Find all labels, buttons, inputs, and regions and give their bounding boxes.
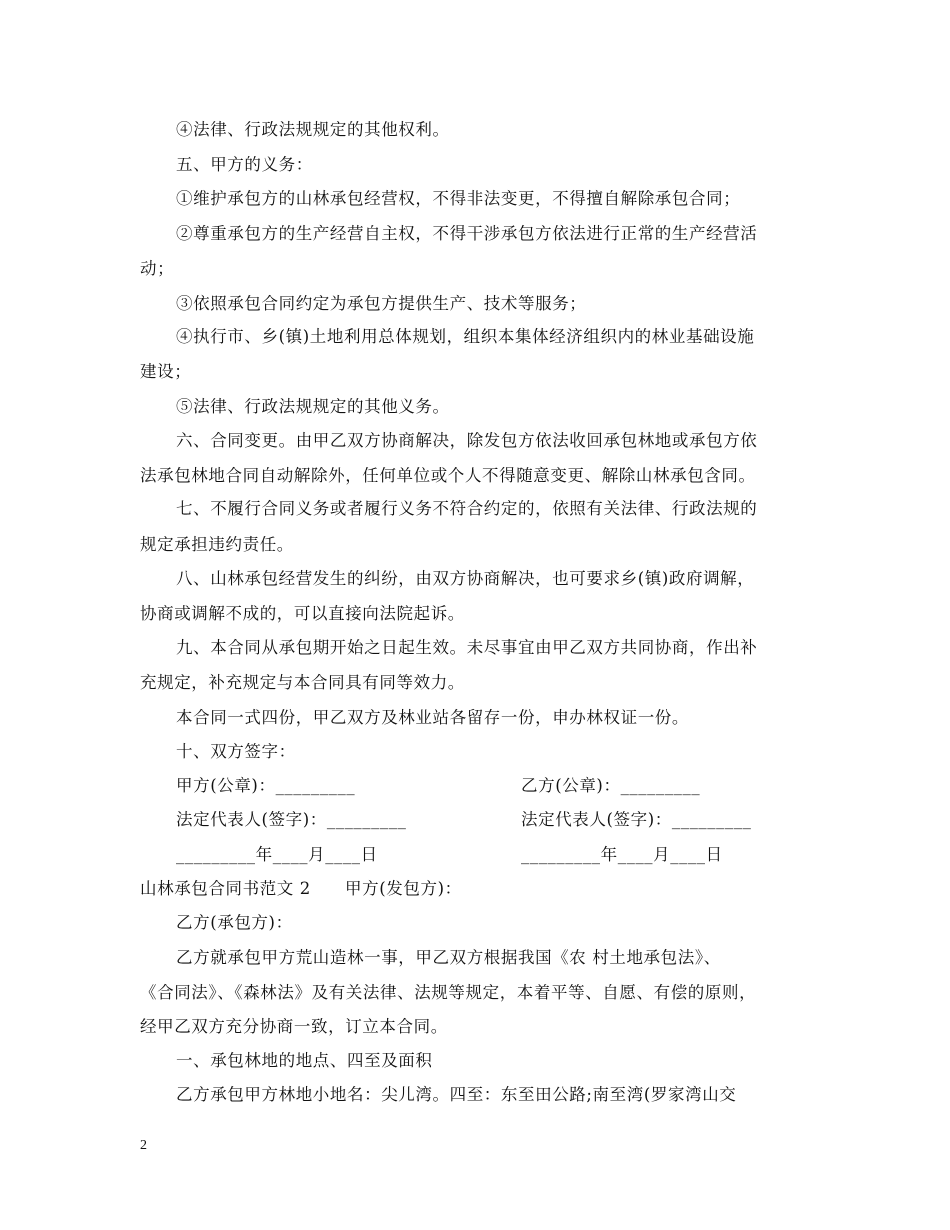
paragraph: ④执行市、乡(镇)土地利用总体规划，组织本集体经济组织内的林业基础设施 <box>176 327 755 346</box>
section-heading: 十、双方签字： <box>176 742 296 761</box>
paragraph-continuation: 充规定，补充规定与本合同具有同等效力。 <box>140 673 465 692</box>
second-contract-title: 山林承包合同书范文 2 甲方(发包方)： <box>140 879 462 898</box>
party-b-representative-field: 法定代表人(签字)：_________ <box>521 810 752 829</box>
party-b-date-field: _________年____月____日 <box>521 845 723 864</box>
paragraph: 六、合同变更。由甲乙双方协商解决，除发包方依法收回承包林地或承包方依 <box>176 431 758 450</box>
section-heading: 五、甲方的义务： <box>176 155 313 174</box>
paragraph-continuation: 法承包林地合同自动解除外，任何单位或个人不得随意变更、解除山林承包含同。 <box>140 466 756 485</box>
paragraph: 乙方就承包甲方荒山造林一事，甲乙双方根据我国《农 村土地承包法》、 <box>176 948 721 967</box>
paragraph: 本合同一式四份，甲乙双方及林业站各留存一份，申办林权证一份。 <box>176 708 689 727</box>
paragraph-continuation: 动； <box>140 259 175 278</box>
paragraph: ③依照承包合同约定为承包方提供生产、技术等服务； <box>176 294 587 313</box>
paragraph: ⑤法律、行政法规规定的其他义务。 <box>176 397 450 416</box>
paragraph: 七、不履行合同义务或者履行义务不符合约定的，依照有关法律、行政法规的 <box>176 499 758 518</box>
paragraph: 乙方(承包方)： <box>176 913 293 932</box>
paragraph: ②尊重承包方的生产经营自主权，不得干涉承包方依法进行正常的生产经营活 <box>176 224 758 243</box>
paragraph-continuation: 规定承担违约责任。 <box>140 535 294 554</box>
party-b-seal-field: 乙方(公章)：_________ <box>521 776 701 795</box>
party-a-seal-field: 甲方(公章)：_________ <box>176 776 356 795</box>
paragraph: 八、山林承包经营发生的纠纷，由双方协商解决，也可要求乡(镇)政府调解， <box>176 569 755 588</box>
paragraph-continuation: 建设； <box>140 362 192 381</box>
party-a-date-field: _________年____月____日 <box>176 845 378 864</box>
paragraph: ①维护承包方的山林承包经营权，不得非法变更，不得擅自解除承包合同； <box>176 189 741 208</box>
paragraph-continuation: 经甲乙双方充分协商一致，订立本合同。 <box>140 1017 448 1036</box>
page-number: 2 <box>140 1138 147 1153</box>
section-heading: 一、承包林地的地点、四至及面积 <box>176 1051 433 1070</box>
paragraph-continuation: 《合同法》、《森林法》及有关法律、法规等规定，本着平等、自愿、有偿的原则， <box>140 983 757 1002</box>
paragraph: 九、本合同从承包期开始之日起生效。未尽事宜由甲乙双方共同协商，作出补 <box>176 638 758 657</box>
paragraph-continuation: 协商或调解不成的，可以直接向法院起诉。 <box>140 604 465 623</box>
paragraph: 乙方承包甲方林地小地名：尖儿湾。四至：东至田公路;南至湾(罗家湾山交 <box>176 1085 737 1104</box>
party-a-representative-field: 法定代表人(签字)：_________ <box>176 810 407 829</box>
paragraph: ④法律、行政法规规定的其他权利。 <box>176 120 450 139</box>
